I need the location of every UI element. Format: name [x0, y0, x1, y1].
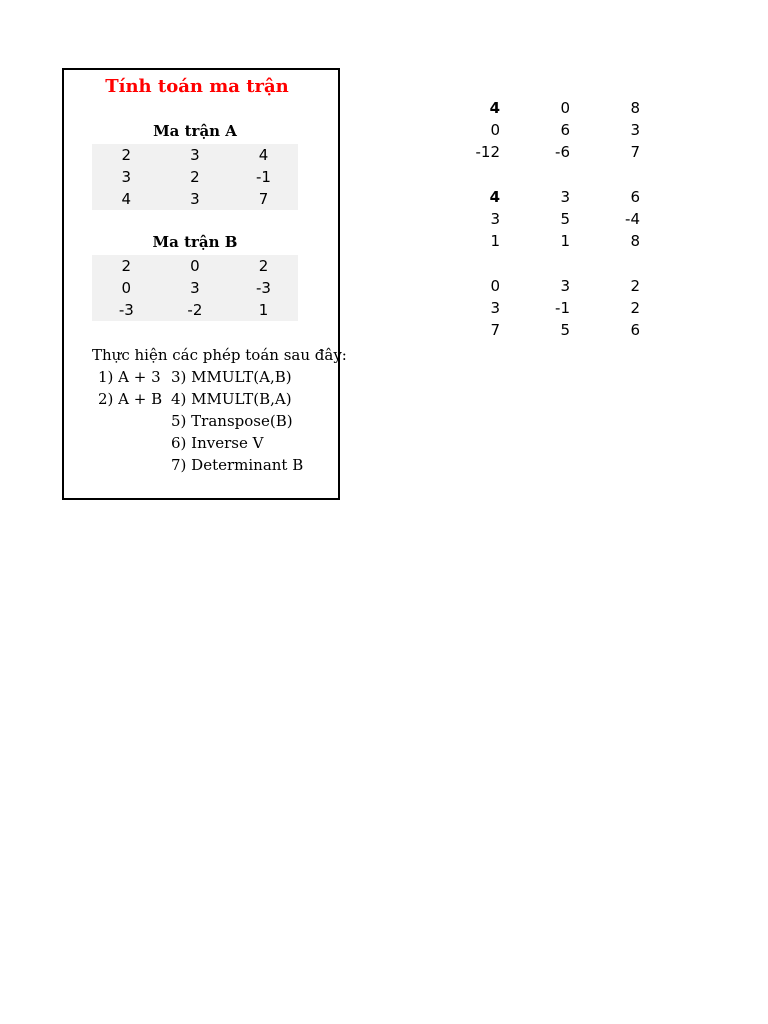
operation-item: 1) A + 3: [98, 368, 161, 386]
result-cell[interactable]: 7: [490, 320, 500, 339]
exercise-panel: [62, 68, 347, 500]
matrix-b-cell[interactable]: 0: [121, 279, 132, 297]
matrix-a-title: Ma trận A: [153, 122, 237, 140]
matrix-b-cell[interactable]: 2: [121, 257, 132, 275]
result-row: [430, 275, 640, 297]
result-cell[interactable]: 5: [560, 320, 570, 339]
operation-item: 3) MMULT(A,B): [171, 368, 292, 386]
matrix-a-cell[interactable]: 3: [190, 146, 200, 164]
result-cell[interactable]: 6: [560, 121, 570, 140]
result-row: [430, 97, 640, 119]
result-matrix-1: [430, 97, 640, 164]
result-cell[interactable]: 6: [630, 187, 640, 206]
matrix-b-cell[interactable]: -3: [256, 279, 271, 297]
result-row: [430, 297, 640, 319]
result-matrix-3: [430, 275, 640, 342]
operation-item: 2) A + B: [98, 390, 163, 408]
operation-item: 5) Transpose(B): [171, 412, 293, 430]
matrix-a-row: [92, 144, 298, 166]
result-row: [430, 186, 640, 208]
result-cell[interactable]: 0: [560, 99, 570, 117]
result-cell[interactable]: 1: [560, 232, 570, 251]
spacer-row: [430, 164, 640, 186]
result-cell[interactable]: -4: [625, 209, 640, 228]
operation-item: 7) Determinant B: [171, 456, 304, 474]
result-row: [430, 119, 640, 141]
result-row: [430, 319, 640, 341]
result-cell[interactable]: 0: [490, 121, 500, 140]
matrix-b-cell[interactable]: 3: [190, 279, 200, 297]
result-cell[interactable]: 1: [490, 232, 500, 251]
result-row: [430, 208, 640, 230]
result-cell[interactable]: 7: [630, 143, 640, 162]
matrix-b-cell[interactable]: 2: [258, 257, 269, 275]
result-row: [430, 141, 640, 163]
matrix-b-row: [92, 299, 298, 321]
result-cell[interactable]: -1: [555, 298, 570, 317]
matrix-a-cell[interactable]: 2: [121, 146, 132, 164]
spacer-row: [430, 252, 640, 274]
result-cell[interactable]: 4: [489, 99, 500, 117]
matrix-a-cell[interactable]: 4: [258, 146, 269, 164]
result-cell[interactable]: 2: [630, 298, 640, 317]
matrix-a-row: [92, 188, 298, 210]
matrix-b-row: [92, 255, 298, 277]
result-cell[interactable]: 4: [489, 187, 500, 206]
operations-left: [98, 366, 162, 410]
matrix-a-cell[interactable]: 3: [121, 168, 132, 186]
result-cell[interactable]: -6: [555, 143, 570, 162]
result-cell[interactable]: 5: [560, 209, 570, 228]
matrix-b-title: Ma trận B: [152, 233, 238, 251]
results-area: [430, 97, 640, 341]
matrix-a: [92, 144, 298, 210]
matrix-b-row: [92, 277, 298, 299]
operations-right: [171, 366, 303, 476]
matrix-b-cell[interactable]: -2: [187, 301, 203, 319]
operation-item: 6) Inverse V: [171, 434, 264, 452]
matrix-b-cell[interactable]: 1: [258, 301, 269, 319]
result-cell[interactable]: 3: [490, 209, 500, 228]
matrix-a-cell[interactable]: 7: [258, 190, 269, 208]
instructions-block: [92, 344, 347, 366]
page-title: Tính toán ma trận: [105, 76, 289, 97]
result-cell[interactable]: 0: [490, 276, 500, 295]
matrix-a-cell[interactable]: 3: [190, 190, 200, 208]
result-cell[interactable]: 3: [560, 276, 570, 295]
result-cell[interactable]: 3: [490, 298, 500, 317]
matrix-a-cell[interactable]: 2: [190, 168, 200, 186]
matrix-b-cell[interactable]: -3: [118, 301, 134, 319]
result-row: [430, 230, 640, 252]
result-matrix-2: [430, 186, 640, 253]
result-cell[interactable]: 6: [630, 320, 640, 339]
result-cell[interactable]: 8: [630, 232, 640, 251]
result-cell[interactable]: 8: [630, 99, 640, 117]
result-cell[interactable]: 3: [560, 187, 570, 206]
result-cell[interactable]: 2: [630, 276, 640, 295]
matrix-a-cell[interactable]: -1: [256, 168, 271, 186]
instructions-text: Thực hiện các phép toán sau đây:: [92, 346, 347, 364]
matrix-b-cell[interactable]: 0: [190, 257, 200, 275]
operation-item: 4) MMULT(B,A): [171, 390, 292, 408]
result-cell[interactable]: -12: [475, 143, 500, 162]
matrix-b: [92, 255, 298, 321]
matrix-a-row: [92, 166, 298, 188]
result-cell[interactable]: 3: [630, 121, 640, 140]
matrix-a-cell[interactable]: 4: [121, 190, 132, 208]
